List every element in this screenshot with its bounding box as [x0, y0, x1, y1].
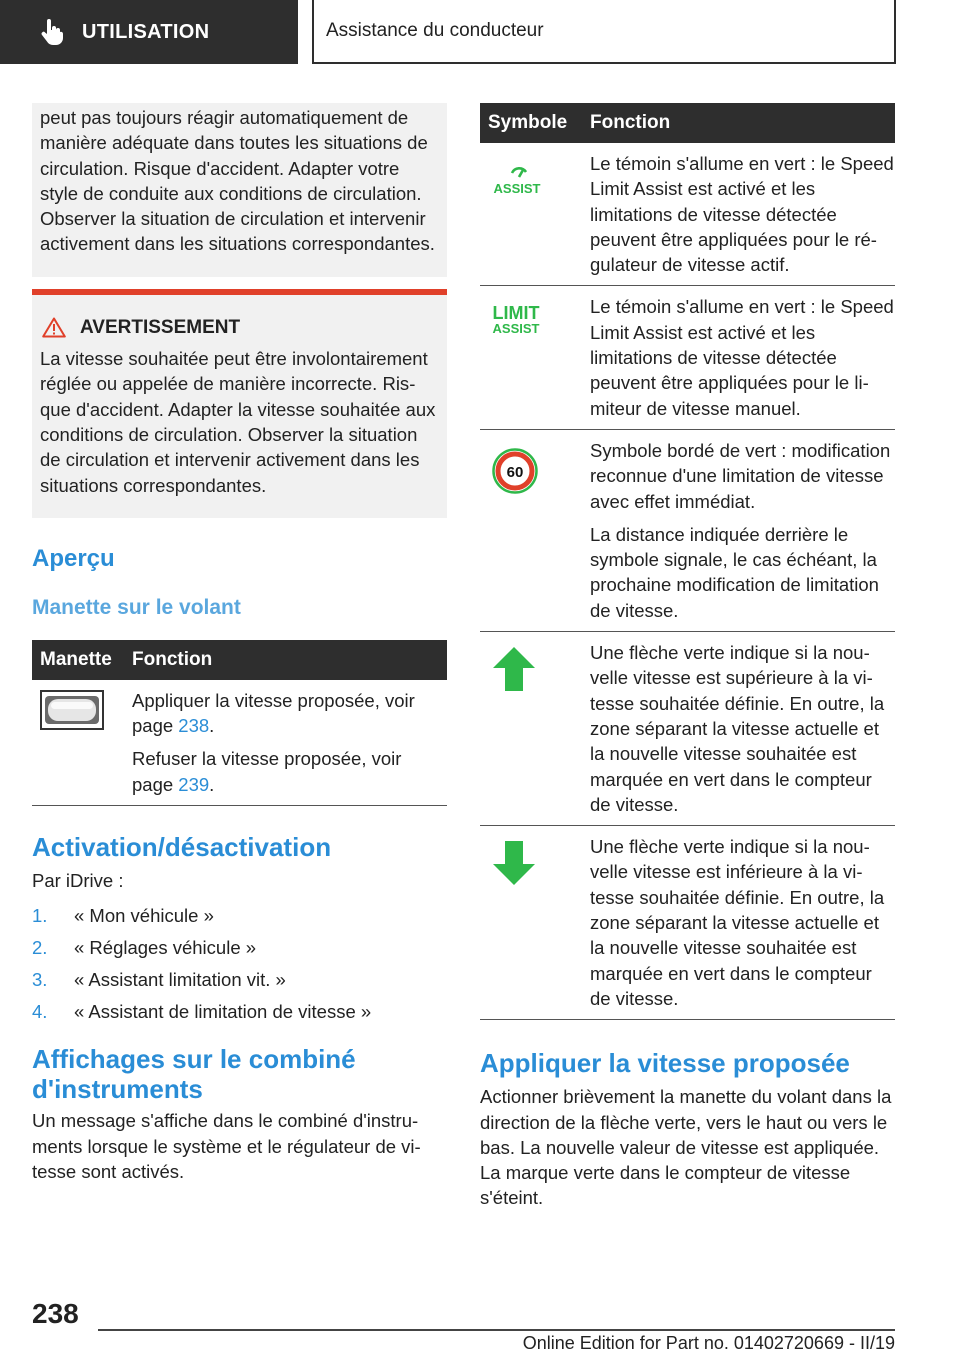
apply-speed-text: Appliquer la vitesse proposée, voir page 238.	[132, 689, 415, 737]
refuse-speed-text: Refuser la vitesse proposée, voir page 239.	[132, 748, 402, 795]
page-link-238[interactable]: 238	[178, 715, 210, 737]
heading-activation: Activation/désactivation	[32, 832, 332, 863]
note-box	[32, 103, 447, 277]
header-category: UTILISATION	[82, 20, 210, 43]
header-section-title: Assistance du conducteur	[326, 20, 544, 41]
note-text: peut pas toujours réagir automatiquement de manière adéquate dans toutes les situations de circulation. Risque d'accident. Adapter votre style de conduite aux conditions de circulation. Observer la situation de circulation et intervenir activement dans les situations correspondantes.	[40, 107, 435, 255]
assist-speed-icon	[492, 163, 542, 199]
symbol-cell	[480, 143, 582, 286]
assist-icon-label: ASSIST	[493, 181, 541, 196]
hand-pointer-icon	[40, 19, 64, 45]
warning-triangle-icon	[42, 317, 66, 338]
arrow-up-icon	[492, 646, 536, 692]
page-link-239[interactable]: 239	[178, 773, 210, 795]
table-row	[480, 143, 895, 286]
manette-table	[32, 640, 447, 806]
heading-affichages: Affichages sur le combiné d'instruments	[32, 1044, 356, 1105]
steering-lever-icon	[40, 690, 104, 730]
warning-heading	[40, 315, 439, 340]
table-row	[480, 286, 895, 429]
manette-icon-cell	[32, 680, 124, 806]
speed-sign-label: 60	[506, 463, 524, 481]
limit-assist-icon	[490, 302, 544, 338]
heading-manette: Manette sur le volant	[32, 595, 241, 619]
warning-box	[32, 289, 447, 518]
manette-col-header: Manette	[32, 640, 124, 680]
symbole-col-header: Symbole	[480, 103, 582, 143]
manette-function-cell	[124, 680, 447, 806]
fonction-col-header: Fonction	[582, 103, 895, 143]
table-row	[480, 826, 895, 1020]
par-idrive: Par iDrive :	[32, 870, 124, 892]
limit-assist-icon-label: ASSIST	[492, 321, 540, 337]
footer-divider	[98, 1329, 895, 1331]
symbol-function-cell: Symbole bordé de vert : modification reconnue d'une limitation de vitesse avec effet immédiat. La distance indiquée derrière le symbole signale, le cas échéant, la prochaine modification de limitation de vitesse.	[582, 429, 895, 631]
limit-icon-label: LIMIT	[492, 303, 540, 324]
right-column	[480, 103, 895, 1211]
symbol-function-cell: Le témoin s'allume en vert : le Speed Limit Assist est activé et les limitations de vitesse détectée peuvent être appliquées pour le limiteur de vitesse manuel.	[582, 286, 895, 429]
symbol-table	[480, 103, 895, 1020]
list-item: 3. « Assistant limitation vit. »	[32, 969, 286, 991]
speed-limit-60-icon	[492, 448, 538, 494]
appliquer-text: Actionner brièvement la manette du volant dans la direction de la flèche verte, vers le haut ou vers le bas. La nouvelle valeur de vitesse est appliquée. La marque verte dans le compteur de vitesse s'éteint.	[480, 1086, 892, 1209]
symbol-cell	[480, 632, 582, 826]
symbol-function-cell: Une flèche verte indique si la nouvelle vitesse est inférieure à la vitesse souhaitée définie. En outre, la zone séparant la vitesse actuelle et la nouvelle vitesse souhaitée est marquée en vert dans le compteur de vitesse.	[582, 826, 895, 1020]
affichages-text: Un message s'affiche dans le combiné d'instruments lorsque le système et le régulateur de vitesse sont activés.	[32, 1110, 421, 1182]
edition-info: Online Edition for Part no. 01402720669 - II/19	[522, 1333, 895, 1353]
heading-appliquer: Appliquer la vitesse proposée	[480, 1048, 850, 1079]
warning-title: AVERTISSEMENT	[80, 316, 241, 338]
arrow-down-icon	[492, 840, 536, 886]
heading-apercu: Aperçu	[32, 544, 115, 572]
warning-text: La vitesse souhaitée peut être involontairement réglée ou appelée de manière incorrecte. Risque d'accident. Adapter la vitesse souhaitée aux conditions de circulation. Observer la situation de circulation et intervenir activement dans les situations correspondantes.	[40, 348, 436, 496]
symbol-cell	[480, 286, 582, 429]
left-column	[32, 103, 447, 1184]
idrive-steps	[32, 903, 447, 1024]
symbol-function-cell: Une flèche verte indique si la nouvelle vitesse est supérieure à la vitesse souhaitée définie. En outre, la zone séparant la vitesse actuelle et la nouvelle vitesse souhaitée est marquée en vert dans le compteur de vitesse.	[582, 632, 895, 826]
list-item: 1. « Mon véhicule »	[32, 905, 214, 927]
header-section-box	[312, 0, 896, 64]
table-row	[32, 680, 447, 806]
list-item: 2. « Réglages véhicule »	[32, 937, 257, 959]
table-row	[480, 429, 895, 631]
table-row	[480, 632, 895, 826]
header-category-tab	[0, 0, 298, 64]
page-number: 238	[32, 1298, 79, 1329]
fonction-col-header: Fonction	[124, 640, 447, 680]
symbol-function-cell: Le témoin s'allume en vert : le Speed Limit Assist est activé et les limitations de vitesse détectée peuvent être appliquées pour le régulateur de vitesse actif.	[582, 143, 895, 286]
symbol-cell	[480, 826, 582, 1020]
symbol-cell	[480, 429, 582, 631]
list-item: 4. « Assistant de limitation de vitesse »	[32, 1001, 372, 1023]
